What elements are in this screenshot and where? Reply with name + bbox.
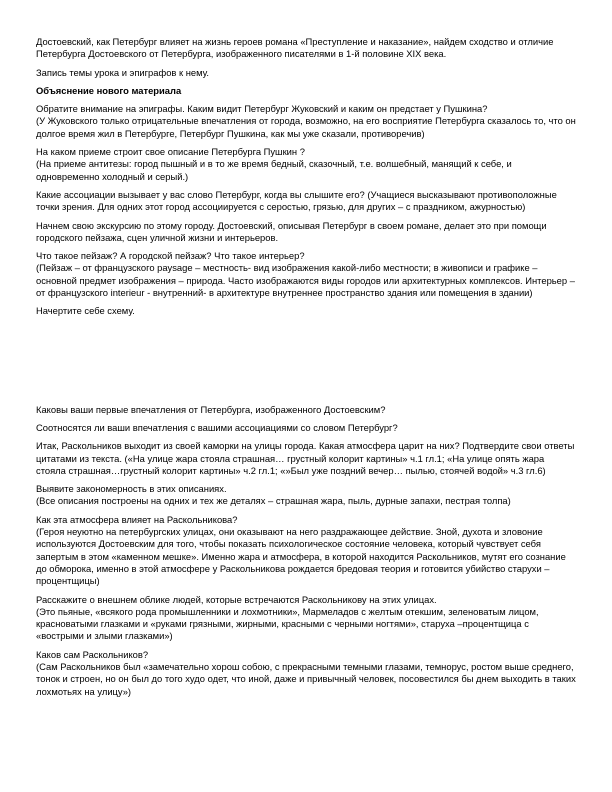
paragraph <box>36 67 576 79</box>
paragraph <box>36 305 576 317</box>
paragraph <box>36 514 576 588</box>
paragraph-line: На каком приеме строит свое описание Петербурга Пушкин ? <box>36 146 305 158</box>
paragraph <box>36 440 576 477</box>
paragraph <box>36 649 576 698</box>
paragraph-line: Как эта атмосфера влияет на Раскольникова? <box>36 513 238 525</box>
paragraph-line: Что такое пейзаж? А городской пейзаж? Что такое интерьер? <box>36 250 305 262</box>
paragraph-line: (Все описания построены на одних и тех же деталях – страшная жара, пыль, дурные запахи, пестрая толпа) <box>36 495 511 507</box>
paragraph-line: Достоевский, как Петербург влияет на жизнь героев романа «Преступление и наказание», найдем сходство и отличие Петербурга Достоевского от Петербурга, изображенного писателями в 1-й половине XIX века. <box>36 36 554 60</box>
paragraph-line: Каков сам Раскольников? <box>36 648 149 660</box>
paragraph <box>36 404 576 416</box>
paragraph-line: (На приеме антитезы: город пышный и в то же время бедный, сказочный, т.е. волшебный, манящий к себе, и одновременно холодный и серый.) <box>36 158 512 182</box>
paragraph-line: (Пейзаж – от французского paysage – местность- вид изображения какой-либо местности; в живописи и графике – основной предмет изображения – природа. Часто изображаются виды городов или архитектурных комплексов. Интерьер – от французского interieur - внутренний- в архитектуре внутреннее пространство здания или помещения в здании) <box>36 262 575 299</box>
paragraph <box>36 103 576 140</box>
paragraph <box>36 594 576 643</box>
paragraph <box>36 422 576 434</box>
paragraph <box>36 146 576 183</box>
paragraph-line: Соотносятся ли ваши впечатления с вашими ассоциациями со словом Петербург? <box>36 421 398 433</box>
paragraph <box>36 189 576 214</box>
paragraph-line: Запись темы урока и эпиграфов к нему. <box>36 66 209 78</box>
paragraph-line: Начертите себе схему. <box>36 305 135 317</box>
paragraph-line: Обратите внимание на эпиграфы. Каким видит Петербург Жуковский и каким он предстает у Пушкина? <box>36 103 488 115</box>
paragraph-line: Расскажите о внешнем облике людей, которые встречаются Раскольникову на этих улицах. <box>36 593 437 605</box>
paragraph-line: Объяснение нового материала <box>36 84 182 96</box>
paragraph <box>36 483 576 508</box>
paragraph-line: Какие ассоциации вызывает у вас слово Петербург, когда вы слышите его? (Учащиеся высказывают противоположные точки зрения. Для одних этот город ассоциируется с серостью, грязью, для других – с праздником, ажурностью) <box>36 188 557 213</box>
paragraph-line: Каковы ваши первые впечатления от Петербурга, изображенного Достоевским? <box>36 403 386 415</box>
paragraph-line: Выявите закономерность в этих описаниях. <box>36 483 227 495</box>
paragraph <box>36 250 576 299</box>
paragraph-line: (Героя неуютно на петербургских улицах, они оказывают на него раздражающее действие. Зной, духота и зловоние используются Достоевским для того, чтобы показать психологическое состояние человека, который чувствует себя запертым в этом «каменном мешке». Именно жара и атмосфера, в которой находится Раскольников, мутят его сознание до обморока, именно в этой атмосфере у Раскольникова рождается бредовая теория и готовится убийство старухи – процентщицы) <box>36 526 566 587</box>
document-page <box>36 36 576 704</box>
paragraph-line: Начнем свою экскурсию по этому городу. Достоевский, описывая Петербург в своем романе, делает это при помощи городского пейзажа, сцен уличной жизни и интерьеров. <box>36 219 547 243</box>
paragraph <box>36 36 576 61</box>
paragraph-line: (Это пьяные, «всякого рода промышленники и лохмотники», Мармеладов с желтым отекшим, зеленоватым лицом, красноватыми глазками и «руками грязными, жирными, красными с черными ногтями», старуха –процентщица с «вострыми и злыми глазками») <box>36 605 539 642</box>
schema-blank-space <box>36 324 576 404</box>
section-heading <box>36 85 576 97</box>
paragraph-line: Итак, Раскольников выходит из своей каморки на улицы города. Какая атмосфера царит на них? Подтвердите свои ответы цитатами из текста. («На улице жара стояла страшная… грустный колорит картины» ч.1 гл.1; «На улице опять жара стояла страшная…грустный колорит картины» ч.2 гл.1; «»Был уже поздний вечер… пылью, стоячей водой» ч.3 гл.6) <box>36 440 575 476</box>
paragraph-line: (У Жуковского только отрицательные впечатления от города, возможно, на его восприятие Петербурга сказалось то, что он долгое время жил в Петербурге, Петербург Пушкина, как мы уже сказали, противоречив) <box>36 115 576 139</box>
paragraph <box>36 220 576 245</box>
paragraph-line: (Сам Раскольников был «замечательно хорош собою, с прекрасными темными глазами, темнорус, ростом выше среднего, тонок и строен, но он был до того худо одет, что иной, даже и привычный человек, посовестился бы днем выходить в таких лохмотьях на улицу») <box>36 660 576 697</box>
